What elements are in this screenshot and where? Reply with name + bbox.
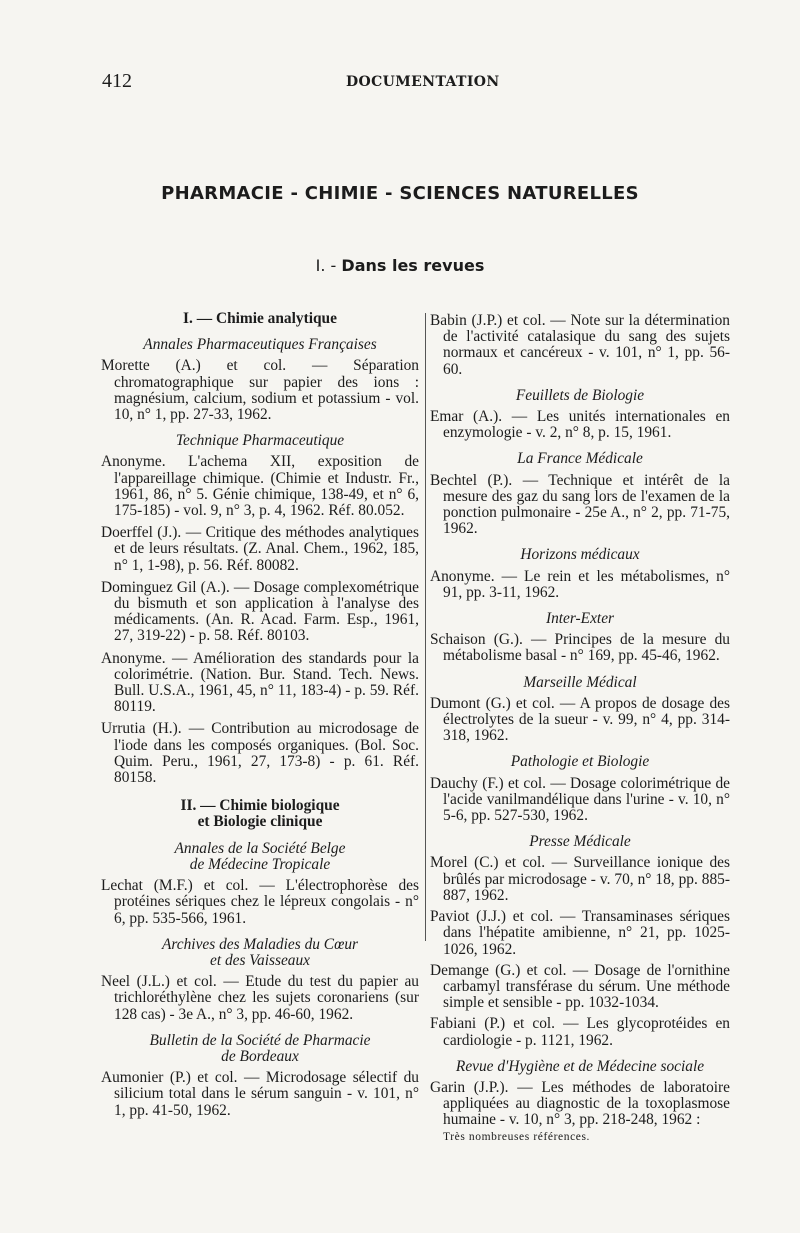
subtitle-text: Dans les revues bbox=[341, 256, 485, 275]
page-title: PHARMACIE - CHIMIE - SCIENCES NATURELLES bbox=[161, 183, 639, 204]
bibliography-entry: Dauchy (F.) et col. — Dosage colorimétrique de l'acide vanilmandélique dans l'urine - v. 10, n° 5-6, pp. 527-530, 1962. bbox=[430, 774, 730, 825]
journal-name: Marseille Médical bbox=[523, 673, 637, 691]
journal-name-line: Archives des Maladies du Cœur bbox=[161, 935, 359, 953]
journal-name: Revue d'Hygiène et de Médecine sociale bbox=[455, 1057, 705, 1075]
bibliography-entry: Anonyme. — Le rein et les métabolismes, n° 91, pp. 3-11, 1962. bbox=[430, 567, 730, 601]
left-column bbox=[101, 311, 419, 1125]
bibliography-entry: Urrutia (H.). — Contribution au microdosage de l'iode dans les composés organiques. (Bol. Soc. Quim. Peru., 1961, 27, 173-8) - p. 61. Réf. 80158. bbox=[101, 720, 419, 787]
section-heading-line: II. — Chimie biologique bbox=[180, 797, 340, 815]
bibliography-entry: Neel (J.L.) et col. — Etude du test du papier au trichloréthylène chez les sujets coronariens (sur 128 cas) - 3e A., n° 3, pp. 46-60, 1962. bbox=[101, 973, 419, 1023]
bibliography-entry: Paviot (J.J.) et col. — Transaminases sériques dans l'hépatite amibienne, n° 21, pp. 1025-1026, 1962. bbox=[430, 908, 730, 958]
column-divider bbox=[425, 313, 426, 941]
bibliography-entry: Schaison (G.). — Principes de la mesure du métabolisme basal - n° 169, pp. 45-46, 1962. bbox=[430, 631, 730, 665]
section-subtitle bbox=[0, 256, 800, 275]
section-heading bbox=[101, 798, 419, 830]
bibliography-entry: Babin (J.P.) et col. — Note sur la détermination de l'activité catalasique du sang des sujets normaux et cancéreux - v. 101, n° 1, pp. 56-60. bbox=[430, 312, 730, 378]
bibliography-entry: Dominguez Gil (A.). — Dosage complexométrique du bismuth et son application à l'analyse des médicaments. (An. R. Acad. Farm. Esp., 1961, 27, 319-22) - p. 58. Réf. 80103. bbox=[101, 578, 419, 645]
journal-name: Feuillets de Biologie bbox=[515, 386, 645, 404]
bibliography-entry: Garin (J.P.). — Les méthodes de laboratoire appliquées au diagnostic de la toxoplasmose humaine - v. 10, n° 3, pp. 218-248, 1962 : bbox=[430, 1078, 730, 1129]
journal-name bbox=[101, 1033, 419, 1065]
journal-name: La France Médicale bbox=[517, 450, 643, 468]
bibliography-entry: Emar (A.). — Les unités internationales en enzymologie - v. 2, n° 8, p. 15, 1961. bbox=[430, 408, 730, 442]
right-column bbox=[430, 313, 730, 1145]
bibliography-entry: Anonyme. L'achema XII, exposition de l'appareillage chimique. (Chimie et Industr. Fr., 1961, 86, n° 5. Génie chimique, 138-49, et n° 6, 175-185) - vol. 9, n° 3, p. 4, 1962. Réf. 80.052. bbox=[101, 453, 419, 520]
journal-name: Horizons médicaux bbox=[520, 546, 640, 564]
journal-name: Technique Pharmaceutique bbox=[175, 432, 345, 450]
journal-name-line: Annales de la Société Belge bbox=[174, 839, 346, 857]
bibliography-entry: Dumont (G.) et col. — A propos de dosage des électrolytes de la sueur - v. 99, n° 4, pp. 314-318, 1962. bbox=[430, 694, 730, 745]
journal-name bbox=[101, 937, 419, 969]
bibliography-entry: Doerffel (J.). — Critique des méthodes analytiques et de leurs résultats. (Z. Anal. Chem., 1962, 185, n° 1, 1-98), p. 56. Réf. 80082. bbox=[101, 524, 419, 574]
bibliography-entry: Aumonier (P.) et col. — Microdosage sélectif du silicium total dans le sérum sanguin - v. 101, n° 1, pp. 41-50, 1962. bbox=[101, 1069, 419, 1119]
journal-name-line: de Médecine Tropicale bbox=[189, 855, 331, 873]
journal-name-line: de Bordeaux bbox=[221, 1047, 299, 1065]
bibliography-entry: Lechat (M.F.) et col. — L'électrophorèse des protéines sériques chez le lépreux congolais - n° 6, pp. 535-566, 1961. bbox=[101, 877, 419, 927]
journal-name: Inter-Exter bbox=[545, 610, 615, 628]
bibliography-entry: Morette (A.) et col. — Séparation chromatographique sur papier des ions : magnésium, calcium, sodium et potassium - vol. 10, n° 1, pp. 27-33, 1962. bbox=[101, 357, 419, 424]
section-heading: I. — Chimie analytique bbox=[183, 310, 337, 327]
bibliography-entry: Fabiani (P.) et col. — Les glycoprotéides en cardiologie - p. 1121, 1962. bbox=[430, 1015, 730, 1049]
page-number: 412 bbox=[102, 70, 132, 92]
journal-name: Annales Pharmaceutiques Françaises bbox=[143, 336, 377, 354]
footnote: Très nombreuses références. bbox=[443, 1130, 591, 1143]
running-head: DOCUMENTATION bbox=[346, 74, 500, 90]
bibliography-entry: Demange (G.) et col. — Dosage de l'ornithine carbamyl transférase du sérum. Une méthode simple et sensible - pp. 1032-1034. bbox=[430, 961, 730, 1012]
journal-name: Pathologie et Biologie bbox=[510, 753, 650, 771]
journal-name-line: et des Vaisseaux bbox=[209, 951, 310, 969]
bibliography-entry: Bechtel (P.). — Technique et intérêt de la mesure des gaz du sang lors de l'examen de la ponction pulmonaire - 25e A., n° 2, pp. 71-75, 1962. bbox=[430, 471, 730, 538]
bibliography-entry: Anonyme. — Amélioration des standards pour la colorimétrie. (Nation. Bur. Stand. Tech. News. Bull. U.S.A., 1961, 45, n° 11, 183-4) - p. 59. Réf. 80119. bbox=[101, 649, 419, 716]
section-heading-line: et Biologie clinique bbox=[197, 813, 323, 831]
journal-name-line: Bulletin de la Société de Pharmacie bbox=[149, 1031, 371, 1049]
subtitle-prefix: I. - bbox=[315, 256, 342, 275]
journal-name bbox=[101, 841, 419, 873]
journal-name: Presse Médicale bbox=[529, 833, 631, 851]
bibliography-entry: Morel (C.) et col. — Surveillance ionique des brûlés par microdosage - v. 70, n° 18, pp. 885-887, 1962. bbox=[430, 854, 730, 904]
